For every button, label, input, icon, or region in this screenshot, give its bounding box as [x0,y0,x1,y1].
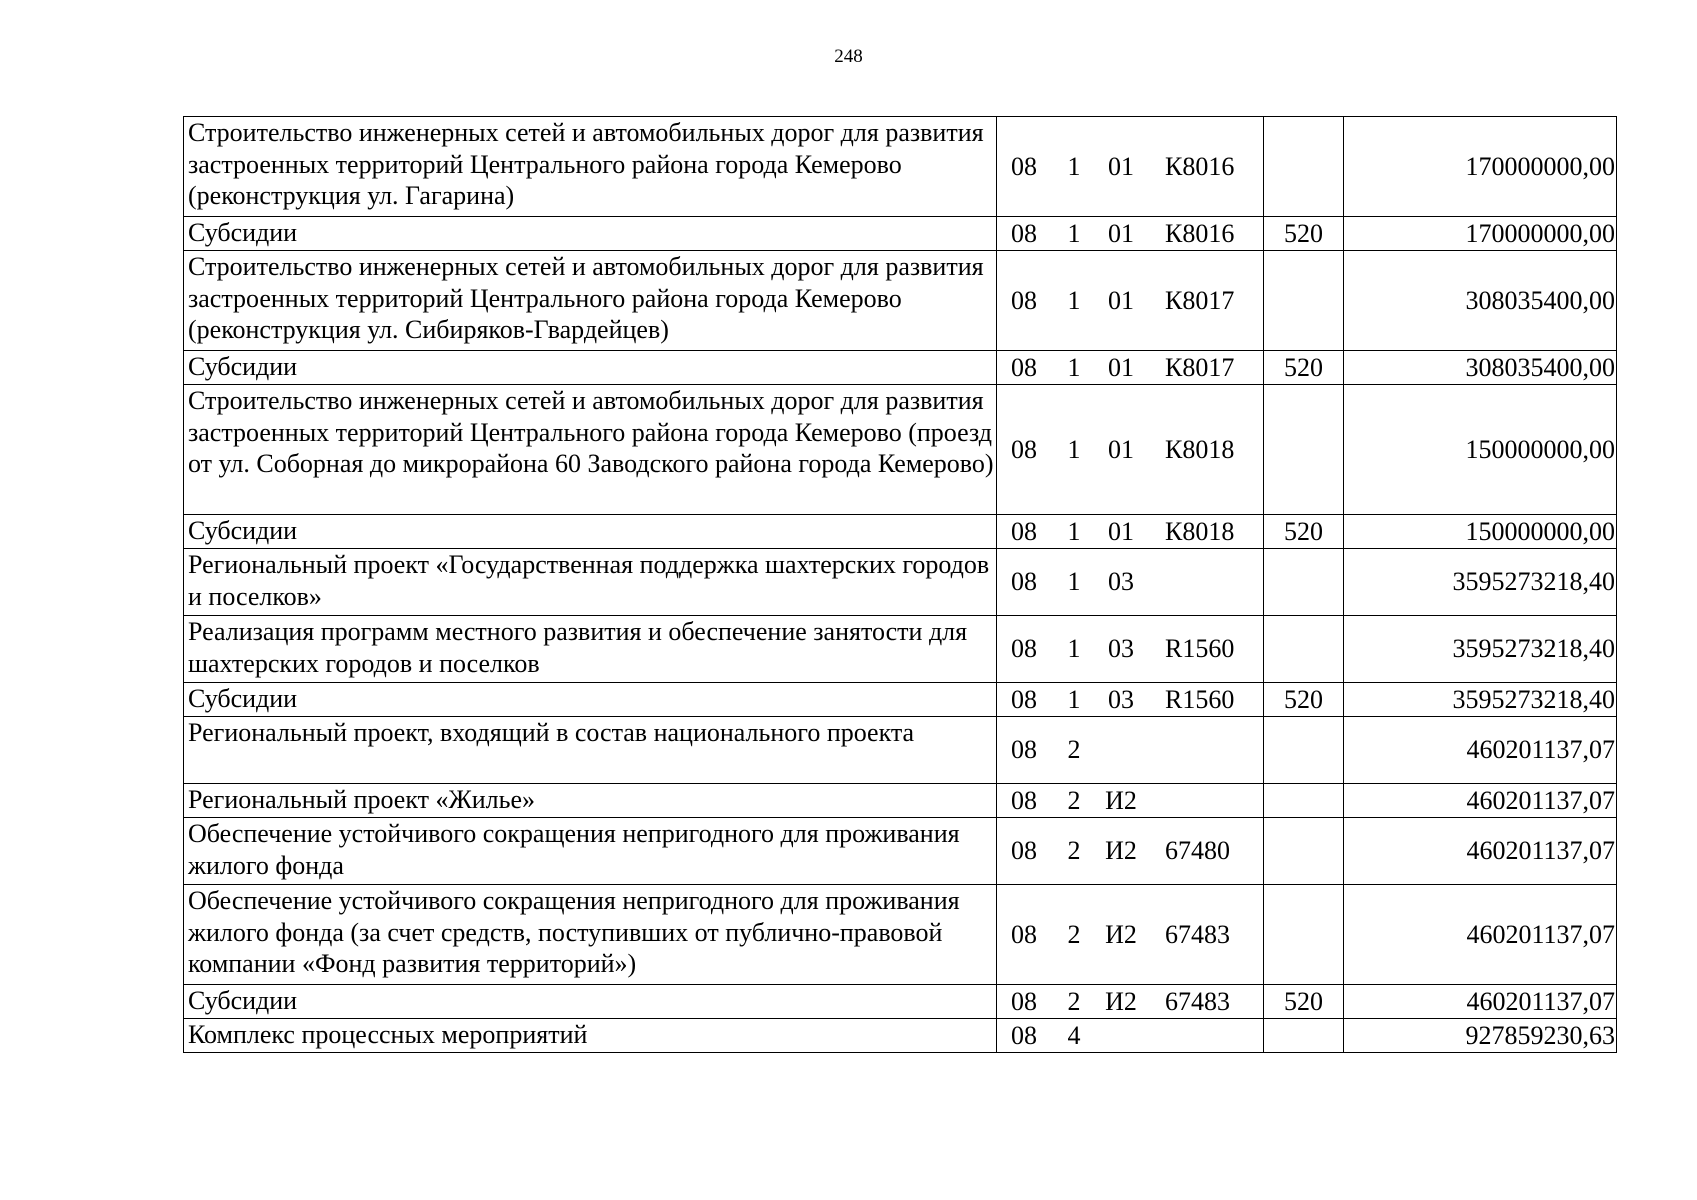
direction-code: R1560 [1165,684,1235,714]
budget-table [183,116,1617,1053]
amount: 460201137,07 [1344,717,1617,784]
amount: 170000000,00 [1344,117,1617,217]
expense-type-code: 520 [1264,217,1344,251]
row-name: Строительство инженерных сетей и автомобильных дорог для развития застроенных территорий Центрального района города Кемерово (реконструкция ул. Гагарина) [184,117,997,217]
amount: 927859230,63 [1344,1019,1617,1053]
row-name: Субсидии [184,217,997,251]
main-activity-code: 03 [1108,634,1134,664]
target-code [997,784,1264,818]
table-row [184,616,1617,683]
direction-code: К8018 [1165,516,1235,546]
expense-type-code [1264,717,1344,784]
amount: 308035400,00 [1344,251,1617,351]
table-row [184,549,1617,616]
target-code [997,985,1264,1019]
program-code: 08 [1011,735,1037,765]
direction-code: R1560 [1165,634,1235,664]
row-name: Региональный проект «Государственная поддержка шахтерских городов и поселков» [184,549,997,616]
table-row [184,351,1617,385]
expense-type-code: 520 [1264,351,1344,385]
expense-type-code [1264,818,1344,885]
program-code: 08 [1011,919,1037,949]
expense-type-code [1264,616,1344,683]
row-name: Субсидии [184,351,997,385]
expense-type-code [1264,549,1344,616]
row-name: Реализация программ местного развития и обеспечение занятости для шахтерских городов и поселков [184,616,997,683]
target-code [997,117,1264,217]
table-row [184,251,1617,351]
program-code: 08 [1011,285,1037,315]
target-code [997,616,1264,683]
amount: 460201137,07 [1344,784,1617,818]
amount: 460201137,07 [1344,985,1617,1019]
expense-type-code: 520 [1264,683,1344,717]
subprogram-code: 2 [1067,836,1081,866]
row-name: Субсидии [184,683,997,717]
main-activity-code: 01 [1108,285,1134,315]
subprogram-code: 1 [1067,285,1081,315]
program-code: 08 [1011,352,1037,382]
target-code [997,885,1264,985]
program-code: 08 [1011,516,1037,546]
program-code: 08 [1011,218,1037,248]
amount: 3595273218,40 [1344,683,1617,717]
direction-code: К8016 [1165,151,1235,181]
subprogram-code: 1 [1067,516,1081,546]
main-activity-code: 01 [1108,352,1134,382]
main-activity-code: 03 [1108,684,1134,714]
subprogram-code: 2 [1067,986,1081,1016]
expense-type-code [1264,251,1344,351]
row-name: Обеспечение устойчивого сокращения непригодного для проживания жилого фонда (за счет средств, поступивших от публично-правовой компании «Фонд развития территорий») [184,885,997,985]
program-code: 08 [1011,785,1037,815]
program-code: 08 [1011,567,1037,597]
expense-type-code [1264,1019,1344,1053]
expense-type-code: 520 [1264,515,1344,549]
amount: 460201137,07 [1344,885,1617,985]
row-name: Региональный проект «Жилье» [184,784,997,818]
row-name: Строительство инженерных сетей и автомобильных дорог для развития застроенных территорий Центрального района города Кемерово (реконструкция ул. Сибиряков-Гвардейцев) [184,251,997,351]
program-code: 08 [1011,836,1037,866]
subprogram-code: 1 [1067,352,1081,382]
direction-code: К8016 [1165,218,1235,248]
row-name: Субсидии [184,985,997,1019]
subprogram-code: 2 [1067,919,1081,949]
row-name: Обеспечение устойчивого сокращения непригодного для проживания жилого фонда [184,818,997,885]
target-code [997,251,1264,351]
table-row [184,818,1617,885]
row-name: Комплекс процессных мероприятий [184,1019,997,1053]
main-activity-code: И2 [1105,836,1137,866]
amount: 308035400,00 [1344,351,1617,385]
target-code [997,549,1264,616]
main-activity-code: 03 [1108,567,1134,597]
subprogram-code: 1 [1067,151,1081,181]
amount: 3595273218,40 [1344,616,1617,683]
program-code: 08 [1011,434,1037,464]
direction-code: 67483 [1165,986,1230,1016]
expense-type-code [1264,117,1344,217]
page-number: 248 [834,46,863,67]
subprogram-code: 1 [1067,684,1081,714]
program-code: 08 [1011,1020,1037,1050]
table-row [184,717,1617,784]
subprogram-code: 1 [1067,434,1081,464]
direction-code: К8017 [1165,285,1235,315]
expense-type-code: 520 [1264,985,1344,1019]
target-code [997,385,1264,515]
main-activity-code: 01 [1108,434,1134,464]
target-code [997,818,1264,885]
program-code: 08 [1011,684,1037,714]
target-code [997,515,1264,549]
row-name: Региональный проект, входящий в состав национального проекта [184,717,997,784]
program-code: 08 [1011,151,1037,181]
direction-code: 67480 [1165,836,1230,866]
target-code [997,683,1264,717]
row-name: Субсидии [184,515,997,549]
table-row [184,784,1617,818]
main-activity-code: 01 [1108,151,1134,181]
table-row [184,1019,1617,1053]
expense-type-code [1264,885,1344,985]
main-activity-code: 01 [1108,218,1134,248]
subprogram-code: 2 [1067,735,1081,765]
expense-type-code [1264,784,1344,818]
subprogram-code: 4 [1067,1020,1081,1050]
table-row [184,985,1617,1019]
target-code [997,1019,1264,1053]
direction-code: К8018 [1165,434,1235,464]
subprogram-code: 1 [1067,567,1081,597]
program-code: 08 [1011,634,1037,664]
amount: 3595273218,40 [1344,549,1617,616]
target-code [997,217,1264,251]
subprogram-code: 1 [1067,634,1081,664]
target-code [997,717,1264,784]
subprogram-code: 2 [1067,785,1081,815]
amount: 460201137,07 [1344,818,1617,885]
program-code: 08 [1011,986,1037,1016]
table-row [184,385,1617,515]
table-row [184,117,1617,217]
table-row [184,515,1617,549]
amount: 150000000,00 [1344,515,1617,549]
table-row [184,217,1617,251]
main-activity-code: И2 [1105,919,1137,949]
amount: 150000000,00 [1344,385,1617,515]
main-activity-code: И2 [1105,785,1137,815]
main-activity-code: И2 [1105,986,1137,1016]
subprogram-code: 1 [1067,218,1081,248]
amount: 170000000,00 [1344,217,1617,251]
table-row [184,885,1617,985]
direction-code: 67483 [1165,919,1230,949]
row-name: Строительство инженерных сетей и автомобильных дорог для развития застроенных территорий Центрального района города Кемерово (проезд от ул. Соборная до микрорайона 60 Заводского района города Кемерово) [184,385,997,515]
main-activity-code: 01 [1108,516,1134,546]
target-code [997,351,1264,385]
direction-code: К8017 [1165,352,1235,382]
table-row [184,683,1617,717]
expense-type-code [1264,385,1344,515]
